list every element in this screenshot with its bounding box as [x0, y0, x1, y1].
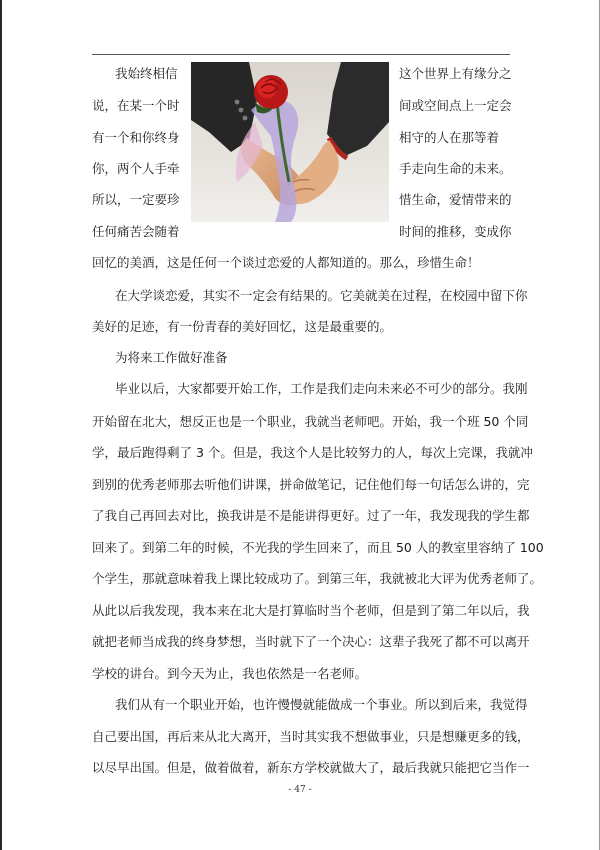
wrap-line-left: 有一个和你终身 [92, 130, 180, 145]
body-line: 美好的足迹，有一份青春的美好回忆，这是最重要的。 [92, 319, 393, 334]
body-line: 开始留在北大，想反正也是一个职业，我就当老师吧。开始，我一个班 50 个同 [92, 414, 529, 429]
body-line: 到别的优秀老师那去听他们讲课，拼命做笔记，记住他们每一句话怎么讲的，完 [92, 477, 530, 492]
body-line: 以尽早出国。但是，做着做着，新东方学校就做大了，最后我就只能把它当作一 [92, 760, 530, 775]
body-line: 自己要出国，再后来从北大离开，当时其实我不想做事业，只是想赚更多的钱， [92, 729, 530, 744]
wrap-line-left: 任何痛苦会随着 [92, 224, 180, 239]
page-number: - 47 - [288, 785, 312, 795]
wrap-line-right: 间或空间点上一定会 [399, 98, 512, 113]
body-line: 个学生，那就意味着我上课比较成功了。到第三年，我就被北大评为优秀老师了。 [92, 571, 543, 586]
body-line: 毕业以后，大家都要开始工作，工作是我们走向未来必不可少的部分。我刚 [115, 381, 528, 396]
wrap-line-left: 你，两个人手牵 [92, 161, 180, 176]
wrap-line-right: 这个世界上有缘分之 [399, 66, 512, 81]
wrap-line-right: 相守的人在那等着 [399, 130, 500, 145]
body-line: 我们从有一个职业开始，也许慢慢就能做成一个事业。所以到后来，我觉得 [115, 697, 528, 712]
body-line: 回忆的美酒，这是任何一个谈过恋爱的人都知道的。那么，珍惜生命！ [92, 255, 480, 270]
page-left-border [0, 0, 2, 850]
wrap-line-right: 惜生命，爱情带来的 [399, 192, 512, 207]
holding-hands-rose-photo [191, 62, 389, 222]
body-line: 回来了。到第二年的时候，不光我的学生回来了，而且 50 人的教室里容纳了 100 [92, 540, 544, 555]
body-line: 在大学谈恋爱，其实不一定会有结果的。它美就美在过程，在校园中留下你 [115, 288, 528, 303]
wrap-line-right: 时间的推移，变成你 [399, 224, 512, 239]
header-rule [92, 54, 510, 55]
wrap-line-right: 手走向生命的未来。 [399, 161, 512, 176]
wrap-line-left: 说，在某一个时 [92, 98, 180, 113]
body-line: 学校的讲台。到今天为止，我也依然是一名老师。 [92, 666, 368, 681]
wrap-line-left: 所以，一定要珍 [92, 192, 180, 207]
body-line: 从此以后我发现，我本来在北大是打算临时当个老师，但是到了第二年以后，我 [92, 603, 530, 618]
body-line: 了我自己再回去对比，换我讲是不是能讲得更好。过了一年，我发现我的学生都 [92, 508, 530, 523]
section-heading: 为将来工作做好准备 [115, 350, 228, 365]
wrap-line-left: 我始终相信 [115, 66, 178, 81]
body-line: 学，最后跑得剩了 3 个。但是，我这个人是比较努力的人，每次上完课，我就冲 [92, 445, 533, 460]
body-line: 就把老师当成我的终身梦想，当时就下了一个决心：这辈子我死了都不可以离开 [92, 634, 530, 649]
